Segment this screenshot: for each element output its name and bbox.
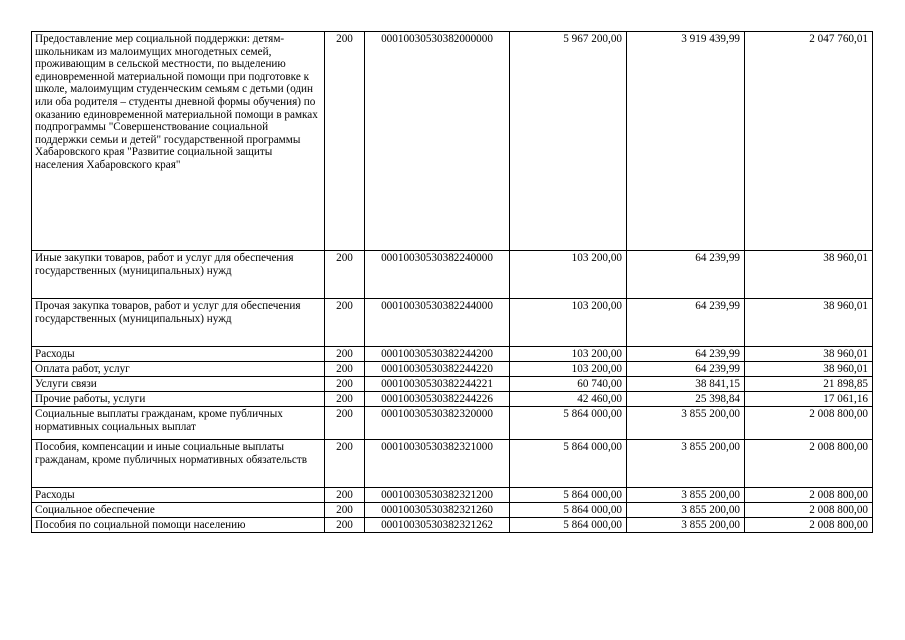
row-executed-amount: 3 855 200,00 [627,407,745,440]
row-line-code: 200 [325,392,365,407]
row-approved-amount: 5 967 200,00 [510,32,627,251]
row-unexecuted-amount: 38 960,01 [745,347,873,362]
table-body [32,32,873,533]
row-executed-amount: 3 919 439,99 [627,32,745,251]
row-executed-amount: 64 239,99 [627,362,745,377]
row-executed-amount: 3 855 200,00 [627,518,745,533]
table-row [32,251,873,299]
row-executed-amount: 3 855 200,00 [627,440,745,488]
row-unexecuted-amount: 2 047 760,01 [745,32,873,251]
row-classification-code: 00010030530382321262 [365,518,510,533]
row-unexecuted-amount: 17 061,16 [745,392,873,407]
table-row [32,440,873,488]
row-name: Социальное обеспечение [32,503,325,518]
row-unexecuted-amount: 38 960,01 [745,251,873,299]
row-unexecuted-amount: 2 008 800,00 [745,440,873,488]
row-name: Расходы [32,488,325,503]
table-row [32,518,873,533]
table-row [32,488,873,503]
row-line-code: 200 [325,347,365,362]
table-row [32,362,873,377]
row-approved-amount: 103 200,00 [510,347,627,362]
row-name: Прочая закупка товаров, работ и услуг для обеспечения государственных (муниципальных) нужд [32,299,325,347]
table-row [32,32,873,251]
row-approved-amount: 5 864 000,00 [510,407,627,440]
row-name: Прочие работы, услуги [32,392,325,407]
row-approved-amount: 5 864 000,00 [510,503,627,518]
row-unexecuted-amount: 2 008 800,00 [745,407,873,440]
row-line-code: 200 [325,488,365,503]
row-executed-amount: 64 239,99 [627,251,745,299]
table-row [32,347,873,362]
row-executed-amount: 3 855 200,00 [627,488,745,503]
row-unexecuted-amount: 38 960,01 [745,362,873,377]
row-line-code: 200 [325,362,365,377]
row-unexecuted-amount: 2 008 800,00 [745,518,873,533]
row-classification-code: 00010030530382321260 [365,503,510,518]
row-name: Иные закупки товаров, работ и услуг для обеспечения государственных (муниципальных) нужд [32,251,325,299]
row-approved-amount: 103 200,00 [510,362,627,377]
table-row [32,392,873,407]
row-approved-amount: 60 740,00 [510,377,627,392]
row-unexecuted-amount: 2 008 800,00 [745,488,873,503]
row-name: Услуги связи [32,377,325,392]
row-approved-amount: 5 864 000,00 [510,518,627,533]
row-classification-code: 00010030530382240000 [365,251,510,299]
row-name: Расходы [32,347,325,362]
row-name: Оплата работ, услуг [32,362,325,377]
row-classification-code: 00010030530382321000 [365,440,510,488]
row-executed-amount: 64 239,99 [627,299,745,347]
budget-execution-table [31,31,873,533]
row-executed-amount: 38 841,15 [627,377,745,392]
row-classification-code: 00010030530382244221 [365,377,510,392]
row-unexecuted-amount: 21 898,85 [745,377,873,392]
row-line-code: 200 [325,377,365,392]
row-classification-code: 00010030530382244200 [365,347,510,362]
row-classification-code: 00010030530382000000 [365,32,510,251]
row-approved-amount: 5 864 000,00 [510,440,627,488]
table-row [32,377,873,392]
row-unexecuted-amount: 38 960,01 [745,299,873,347]
row-name: Пособия, компенсации и иные социальные выплаты гражданам, кроме публичных нормативных обязательств [32,440,325,488]
row-line-code: 200 [325,299,365,347]
row-line-code: 200 [325,440,365,488]
row-line-code: 200 [325,251,365,299]
row-line-code: 200 [325,518,365,533]
row-name: Предоставление мер социальной поддержки: детям-школьникам из малоимущих многодетных семей, проживающим в сельской местности, по выделению единовременной материальной помощи при подготовке к школе, малоимущим студенческим семьям с детьми (один или оба родителя – студенты дневной формы обучения) по оказанию единовременной материальной помощи в рамках подпрограммы "Совершенствование социальной поддержки семьи и детей" государственной программы Хабаровского края "Развитие социальной защиты населения Хабаровского края" [32,32,325,251]
row-approved-amount: 42 460,00 [510,392,627,407]
row-line-code: 200 [325,32,365,251]
table-row [32,503,873,518]
row-classification-code: 00010030530382320000 [365,407,510,440]
row-approved-amount: 103 200,00 [510,251,627,299]
row-line-code: 200 [325,503,365,518]
row-classification-code: 00010030530382244220 [365,362,510,377]
row-executed-amount: 64 239,99 [627,347,745,362]
row-name: Пособия по социальной помощи населению [32,518,325,533]
row-name: Социальные выплаты гражданам, кроме публичных нормативных социальных выплат [32,407,325,440]
row-classification-code: 00010030530382244000 [365,299,510,347]
row-executed-amount: 25 398,84 [627,392,745,407]
row-approved-amount: 5 864 000,00 [510,488,627,503]
row-classification-code: 00010030530382244226 [365,392,510,407]
row-line-code: 200 [325,407,365,440]
table-row [32,299,873,347]
row-classification-code: 00010030530382321200 [365,488,510,503]
table-row [32,407,873,440]
row-unexecuted-amount: 2 008 800,00 [745,503,873,518]
row-executed-amount: 3 855 200,00 [627,503,745,518]
row-approved-amount: 103 200,00 [510,299,627,347]
